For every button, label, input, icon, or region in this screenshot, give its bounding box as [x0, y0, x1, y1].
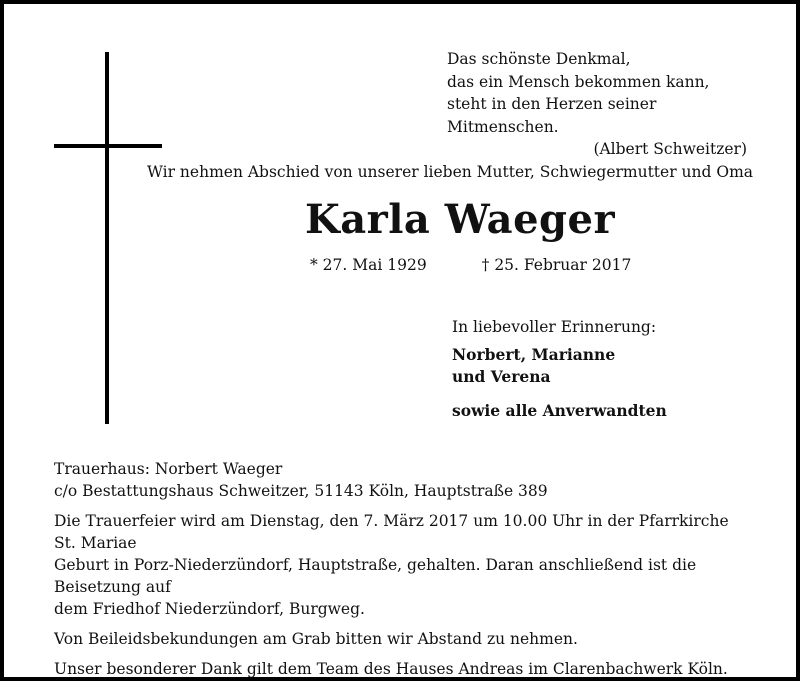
service-info: Die Trauerfeier wird am Dienstag, den 7. März 2017 um 10.00 Uhr in der Pfarrkirche St. Mariae — [54, 512, 729, 552]
quote-line: Das schönste Denkmal, — [447, 50, 631, 68]
notice-body — [54, 458, 754, 680]
cross-horizontal-bar — [54, 144, 162, 148]
quote-block — [447, 48, 747, 161]
quote-line: steht in den Herzen seiner Mitmenschen. — [447, 95, 657, 136]
farewell-intro: Wir nehmen Abschied von unserer lieben Mutter, Schwiegermutter und Oma — [146, 163, 754, 181]
family-names: Norbert, Marianne — [452, 345, 616, 364]
service-info: dem Friedhof Niederzündorf, Burgweg. — [54, 600, 365, 618]
relatives-line: sowie alle Anverwandten — [452, 401, 667, 420]
quote-line: das ein Mensch bekommen kann, — [447, 72, 710, 91]
thanks-note: Unser besonderer Dank gilt dem Team des Hauses Andreas im Clarenbachwerk Köln. — [54, 660, 728, 678]
mourning-house-address: c/o Bestattungshaus Schweitzer, 51143 Köln, Hauptstraße 389 — [54, 482, 548, 500]
memory-heading: In liebevoller Erinnerung: — [452, 318, 657, 336]
family-names: und Verena — [452, 367, 551, 386]
death-date: † 25. Februar 2017 — [481, 256, 632, 274]
condolences-note: Von Beileidsbekundungen am Grab bitten wir Abstand zu nehmen. — [54, 630, 578, 648]
birth-date: * 27. Mai 1929 — [310, 256, 427, 274]
life-dates — [310, 256, 631, 274]
service-info: Geburt in Porz-Niederzündorf, Hauptstraße, gehalten. Daran anschließend ist die Beisetzung auf — [54, 556, 697, 596]
mourning-house: Trauerhaus: Norbert Waeger — [54, 460, 283, 478]
memory-block — [452, 316, 667, 422]
quote-attribution: (Albert Schweitzer) — [593, 140, 747, 158]
deceased-name: Karla Waeger — [304, 196, 616, 243]
